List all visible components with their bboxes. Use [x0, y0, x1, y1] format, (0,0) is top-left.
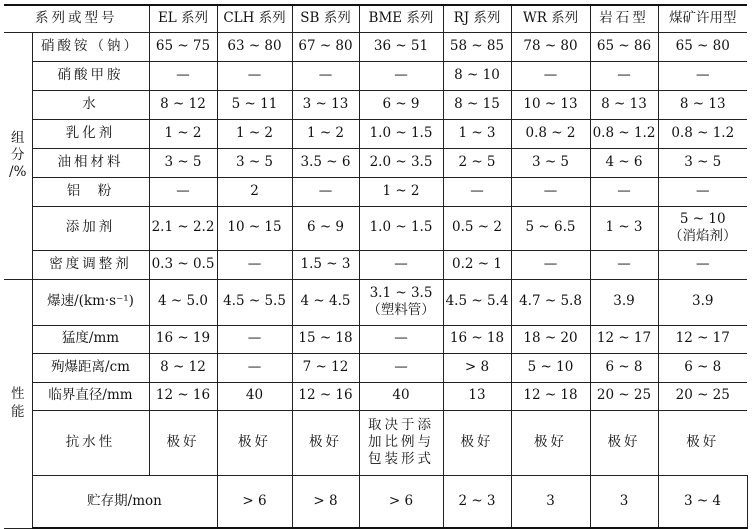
header-sb: SB 系列 [292, 5, 359, 32]
table-cell: 12 ~ 16 [292, 382, 359, 410]
row-label: 添加剂 [32, 206, 149, 250]
row-label: 爆速/(km·s⁻¹) [32, 279, 149, 325]
row-label: 猛度/mm [32, 325, 149, 353]
table-cell: 40 [359, 382, 443, 410]
table-cell: 3 ~ 13 [292, 90, 359, 119]
table-cell: 4 ~ 4.5 [292, 279, 359, 325]
header-row [4, 5, 747, 32]
table-cell: 6 ~ 8 [590, 353, 658, 382]
table-cell: 极好 [149, 410, 217, 475]
row-label: 临界直径/mm [32, 382, 149, 410]
table-cell: 2.0 ~ 3.5 [359, 148, 443, 177]
table-cell: 78 ~ 80 [511, 32, 590, 61]
table-cell: 0.8 ~ 1.2 [658, 119, 747, 148]
table-row [4, 475, 747, 528]
table-cell: 3 ~ 5 [658, 148, 747, 177]
table-cell: 1 ~ 3 [443, 119, 511, 148]
table-cell: 3 ~ 5 [217, 148, 292, 177]
table-row [4, 61, 747, 90]
table-cell: 16 ~ 19 [149, 325, 217, 353]
table-cell: 3 ~ 4 [658, 475, 747, 528]
table-cell: — [658, 250, 747, 279]
table-cell: 6 ~ 9 [359, 90, 443, 119]
group-performance: 性 能 [4, 279, 32, 528]
table-cell: 12 ~ 17 [590, 325, 658, 353]
header-rj: RJ 系列 [443, 5, 511, 32]
row-label: 水 [32, 90, 149, 119]
row-label: 铝 粉 [32, 177, 149, 206]
table-cell-multiline: 5 ~ 10 （消焰剂） [658, 206, 747, 250]
table-cell: 67 ~ 80 [292, 32, 359, 61]
table-cell: — [590, 61, 658, 90]
table-cell: > 6 [359, 475, 443, 528]
table-cell: 7 ~ 12 [292, 353, 359, 382]
table-cell: 3.9 [590, 279, 658, 325]
table-cell: — [590, 177, 658, 206]
table-cell: 3 [511, 475, 590, 528]
table-cell: 20 ~ 25 [658, 382, 747, 410]
table-cell: 0.8 ~ 2 [511, 119, 590, 148]
table-cell: 3.5 ~ 6 [292, 148, 359, 177]
table-cell: 1 ~ 3 [590, 206, 658, 250]
table-cell-multiline: 3.1 ~ 3.5 （塑料管） [359, 279, 443, 325]
table-cell: 0.8 ~ 1.2 [590, 119, 658, 148]
table-cell: 8 ~ 12 [149, 353, 217, 382]
header-coal-mine-type: 煤矿许用型 [658, 5, 747, 32]
header-wr: WR 系列 [511, 5, 590, 32]
table-cell: — [217, 325, 292, 353]
table-cell: — [590, 250, 658, 279]
table-cell: 极好 [217, 410, 292, 475]
table-row [4, 177, 747, 206]
table-cell: 1.0 ~ 1.5 [359, 206, 443, 250]
table-row [4, 119, 747, 148]
table-cell: 36 ~ 51 [359, 32, 443, 61]
table-cell: 8 ~ 12 [149, 90, 217, 119]
table-cell: — [443, 177, 511, 206]
table-cell: 2 [217, 177, 292, 206]
table-cell: 1.5 ~ 3 [292, 250, 359, 279]
row-label: 油相材料 [32, 148, 149, 177]
table-cell: 13 [443, 382, 511, 410]
row-label: 贮存期/mon [32, 475, 217, 528]
table-cell: — [511, 61, 590, 90]
table-cell: 4.5 ~ 5.4 [443, 279, 511, 325]
table-row [4, 90, 747, 119]
table-row [4, 148, 747, 177]
table-cell: 1 ~ 2 [217, 119, 292, 148]
header-bme: BME 系列 [359, 5, 443, 32]
table-cell: 12 ~ 16 [149, 382, 217, 410]
table-cell: — [217, 353, 292, 382]
table-cell: 12 ~ 18 [511, 382, 590, 410]
table-cell: 8 ~ 13 [658, 90, 747, 119]
table-row [4, 353, 747, 382]
table-cell: 6 ~ 9 [292, 206, 359, 250]
table-cell: — [149, 177, 217, 206]
table-cell: 极好 [443, 410, 511, 475]
table-cell: 8 ~ 13 [590, 90, 658, 119]
header-corner: 系列或型号 [4, 5, 149, 32]
table-cell: 0.3 ~ 0.5 [149, 250, 217, 279]
table-cell: > 6 [217, 475, 292, 528]
table-cell: 12 ~ 17 [658, 325, 747, 353]
table-cell: 6 ~ 8 [658, 353, 747, 382]
table-cell: 5 ~ 6.5 [511, 206, 590, 250]
emulsion-explosive-table [4, 4, 747, 529]
table-cell: 15 ~ 18 [292, 325, 359, 353]
table-cell: — [359, 325, 443, 353]
table-cell: — [359, 250, 443, 279]
table-cell: 极好 [511, 410, 590, 475]
table-row [4, 325, 747, 353]
table-cell: 63 ~ 80 [217, 32, 292, 61]
table-row [4, 410, 747, 475]
table-cell: 8 ~ 15 [443, 90, 511, 119]
table-cell: 18 ~ 20 [511, 325, 590, 353]
table-cell: 58 ~ 85 [443, 32, 511, 61]
table-cell: 5 ~ 10 [511, 353, 590, 382]
table-cell: 0.5 ~ 2 [443, 206, 511, 250]
table-cell: 16 ~ 18 [443, 325, 511, 353]
table-cell: 4 ~ 6 [590, 148, 658, 177]
row-label: 硝酸甲胺 [32, 61, 149, 90]
table-row [4, 279, 747, 325]
table-cell: — [658, 177, 747, 206]
table-cell: > 8 [292, 475, 359, 528]
table-cell: — [217, 250, 292, 279]
table-cell: 8 ~ 10 [443, 61, 511, 90]
group-composition: 组 分 /% [4, 32, 32, 279]
row-label: 密度调整剂 [32, 250, 149, 279]
table-cell: 极好 [590, 410, 658, 475]
table-cell: 2 ~ 3 [443, 475, 511, 528]
table-row [4, 206, 747, 250]
header-clh: CLH 系列 [217, 5, 292, 32]
table-row [4, 382, 747, 410]
table-cell: > 8 [443, 353, 511, 382]
table-cell: 5 ~ 11 [217, 90, 292, 119]
row-label: 抗水性 [32, 410, 149, 475]
table-row [4, 32, 747, 61]
table-cell: 1 ~ 2 [359, 177, 443, 206]
table-cell: 2.1 ~ 2.2 [149, 206, 217, 250]
row-label: 殉爆距离/cm [32, 353, 149, 382]
table-cell: 极好 [658, 410, 747, 475]
table-cell: 20 ~ 25 [590, 382, 658, 410]
table-cell: 10 ~ 13 [511, 90, 590, 119]
table-cell: — [359, 353, 443, 382]
table-cell-multiline: 取决于添 加比例与 包装形式 [359, 410, 443, 475]
table-cell: — [511, 177, 590, 206]
table-cell: — [658, 61, 747, 90]
table-cell: 3 ~ 5 [149, 148, 217, 177]
table-cell: 1 ~ 2 [292, 119, 359, 148]
table-cell: 65 ~ 75 [149, 32, 217, 61]
table-cell: — [359, 61, 443, 90]
table-cell: 3.9 [658, 279, 747, 325]
table-cell: 65 ~ 86 [590, 32, 658, 61]
header-rock-type: 岩石型 [590, 5, 658, 32]
table-cell: 65 ~ 80 [658, 32, 747, 61]
table-cell: 10 ~ 15 [217, 206, 292, 250]
table-cell: 40 [217, 382, 292, 410]
table-cell: 3 [590, 475, 658, 528]
table-cell: 1 ~ 2 [149, 119, 217, 148]
table-cell: 极好 [292, 410, 359, 475]
table-cell: 4.7 ~ 5.8 [511, 279, 590, 325]
table-row [4, 250, 747, 279]
table-cell: — [149, 61, 217, 90]
table-cell: — [511, 250, 590, 279]
table-cell: — [292, 177, 359, 206]
table-cell: 1.0 ~ 1.5 [359, 119, 443, 148]
table-cell: 4.5 ~ 5.5 [217, 279, 292, 325]
row-label: 乳化剂 [32, 119, 149, 148]
table-cell: 4 ~ 5.0 [149, 279, 217, 325]
table-cell: — [217, 61, 292, 90]
table-cell: 2 ~ 5 [443, 148, 511, 177]
table-cell: 0.2 ~ 1 [443, 250, 511, 279]
table-cell: — [292, 61, 359, 90]
table-cell: 3 ~ 5 [511, 148, 590, 177]
header-el: EL 系列 [149, 5, 217, 32]
row-label: 硝酸铵（钠） [32, 32, 149, 61]
